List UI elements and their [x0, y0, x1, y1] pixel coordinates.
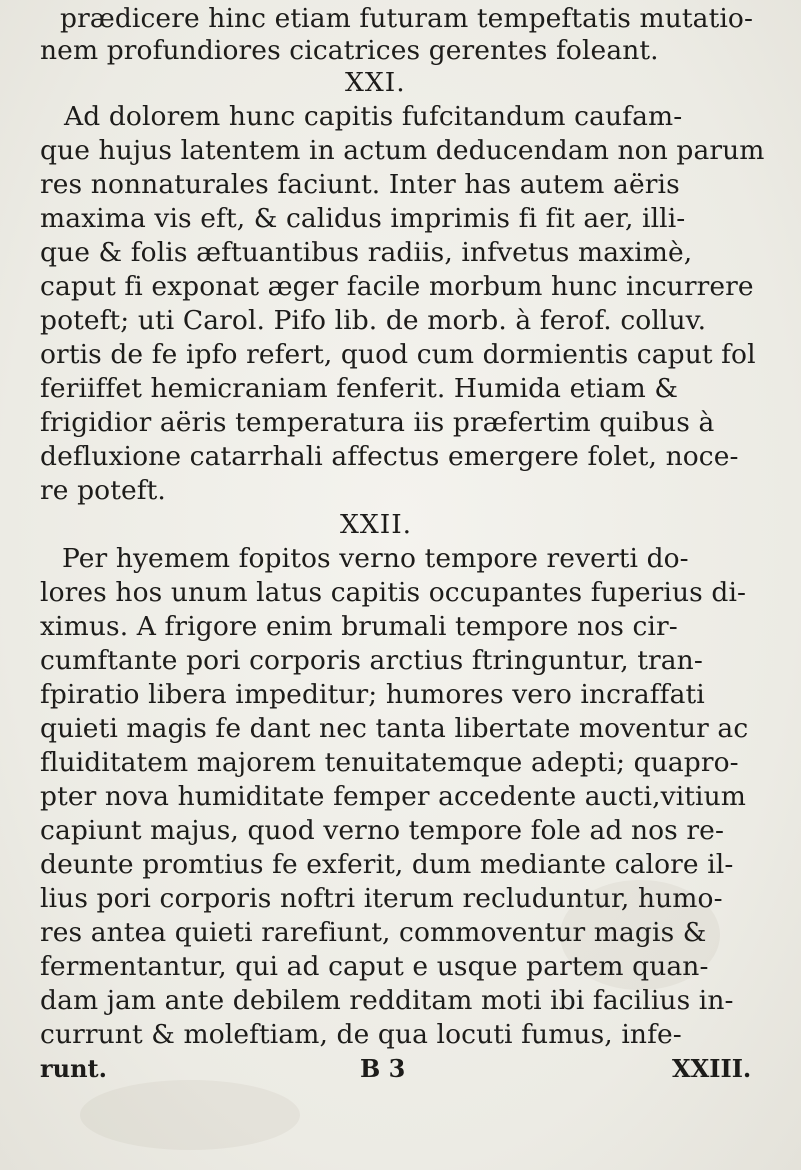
text-line: dam jam ante debilem redditam moti ibi facilius in- [40, 985, 734, 1016]
text-line: fermentantur, qui ad caput e usque partem quan- [40, 951, 709, 982]
paper-stain [80, 1080, 300, 1150]
text-line: que & folis æftuantibus radiis, infvetus maximè, [40, 237, 693, 268]
text-line: res nonnaturales faciunt. Inter has autem aëris [40, 169, 680, 200]
text-line: feriiffet hemicraniam fenferit. Humida etiam & [40, 373, 679, 404]
text-line: deunte promtius fe exferit, dum mediante calore il- [40, 849, 734, 880]
text-line: poteft; uti Carol. Pifo lib. de morb. à ferof. colluv. [40, 305, 707, 336]
text-line: pter nova humiditate femper accedente aucti,vitium [40, 781, 746, 812]
text-line: ortis de fe ipfo refert, quod cum dormientis caput fol [40, 339, 756, 370]
text-line: currunt & moleftiam, de qua locuti fumus, infe- [40, 1019, 682, 1050]
text-line: fpiratio libera impeditur; humores vero incraffati [40, 679, 705, 710]
text-line: que hujus latentem in actum deducendam non parum [40, 135, 765, 166]
text-line: Ad dolorem hunc capitis fufcitandum caufam- [64, 101, 683, 132]
section-heading-22: XXII. [340, 509, 413, 540]
text-line: nem profundiores cicatrices gerentes foleant. [40, 35, 659, 66]
text-line: res antea quieti rarefiunt, commoventur magis & [40, 917, 707, 948]
text-line: ximus. A frigore enim brumali tempore nos cir- [40, 611, 678, 642]
text-line: defluxione catarrhali affectus emergere folet, noce- [40, 441, 739, 472]
last-word: runt. [40, 1054, 107, 1083]
text-line: capiunt majus, quod verno tempore fole ad nos re- [40, 815, 725, 846]
text-line: maxima vis eft, & calidus imprimis fi fit aer, illi- [40, 203, 686, 234]
text-line: caput fi exponat æger facile morbum hunc incurrere [40, 271, 754, 302]
signature-mark: B 3 [360, 1054, 406, 1083]
text-line: Per hyemem fopitos verno tempore reverti do- [62, 543, 689, 574]
text-line: prædicere hinc etiam futuram tempeftatis mutatio- [60, 3, 754, 34]
text-line: frigidior aëris temperatura iis præfertim quibus à [40, 407, 715, 438]
text-line: lores hos unum latus capitis occupantes fuperius di- [40, 577, 747, 608]
text-line: fluiditatem majorem tenuitatemque adepti; quapro- [40, 747, 739, 778]
section-heading-21: XXI. [345, 67, 406, 98]
text-line: cumftante pori corporis arctius ftringuntur, tran- [40, 645, 703, 676]
text-line: quieti magis fe dant nec tanta libertate moventur ac [40, 713, 749, 744]
text-line: re poteft. [40, 475, 166, 506]
catchword: XXIII. [672, 1054, 752, 1083]
text-line: lius pori corporis noftri iterum recluduntur, humo- [40, 883, 723, 914]
